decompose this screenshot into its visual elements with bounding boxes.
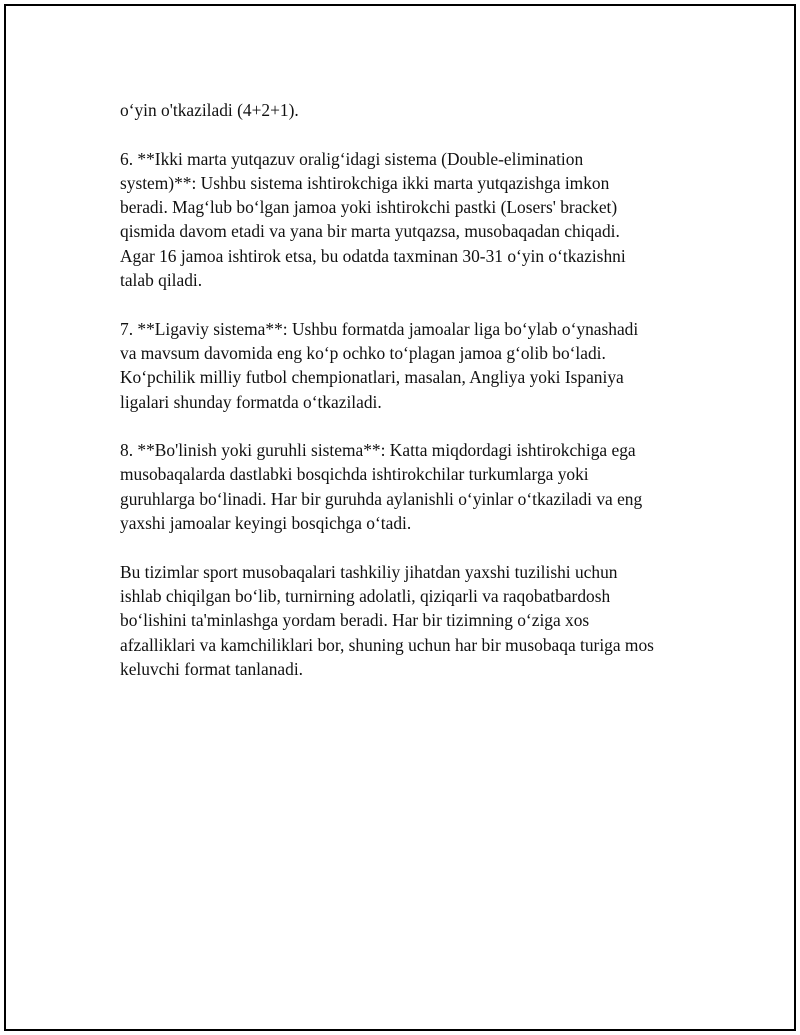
text-line: Bu tizimlar sport musobaqalari tashkiliy jihatdan yaxshi tuzilishi uchun xyxy=(120,561,618,582)
text-line: o‘yin o'tkaziladi (4+2+1). xyxy=(120,100,299,120)
paragraph-group-system xyxy=(120,438,710,535)
document-body xyxy=(120,98,710,705)
text-line: 7. **Ligaviy sistema**: Ushbu formatda jamoalar liga bo‘ylab o‘ynashadi xyxy=(120,318,639,339)
text-line: musobaqalarda dastlabki bosqichda ishtirokchilar turkumlarga yoki xyxy=(120,464,589,485)
text-line: 8. **Bo'linish yoki guruhli sistema**: Katta miqdordagi ishtirokchiga ega xyxy=(120,440,636,461)
text-line: ishlab chiqilgan bo‘lib, turnirning adolatli, qiziqarli va raqobatbardosh xyxy=(120,585,611,606)
paragraph-double-elimination xyxy=(120,147,710,293)
paragraph-conclusion xyxy=(120,560,710,681)
document-page xyxy=(4,4,796,1031)
text-line: afzalliklari va kamchiliklari bor, shuning uchun har bir musobaqa turiga mos xyxy=(120,634,654,655)
text-line: yaxshi jamoalar keyingi bosqichga o‘tadi. xyxy=(120,513,412,534)
text-line: qismida davom etadi va yana bir marta yutqazsa, musobaqadan chiqadi. xyxy=(120,221,620,242)
text-line: 6. **Ikki marta yutqazuv oralig‘idagi sistema (Double-elimination xyxy=(120,148,584,169)
text-line: talab qiladi. xyxy=(120,270,203,291)
text-line: ligalari shunday formatda o‘tkaziladi. xyxy=(120,391,382,412)
text-line: va mavsum davomida eng ko‘p ochko to‘plagan jamoa g‘olib bo‘ladi. xyxy=(120,342,606,363)
text-line: Agar 16 jamoa ishtirok etsa, bu odatda taxminan 30-31 o‘yin o‘tkazishni xyxy=(120,245,626,266)
text-line: bo‘lishini ta'minlashga yordam beradi. Har bir tizimning o‘ziga xos xyxy=(120,610,590,631)
text-line: beradi. Mag‘lub bo‘lgan jamoa yoki ishtirokchi pastki (Losers' bracket) xyxy=(120,197,618,218)
paragraph-league-system xyxy=(120,317,710,414)
text-line: system)**: Ushbu sistema ishtirokchiga ikki marta yutqazishga imkon xyxy=(120,172,610,193)
paragraph-continuation xyxy=(120,98,710,122)
text-line: Ko‘pchilik milliy futbol chempionatlari, masalan, Angliya yoki Ispaniya xyxy=(120,367,624,388)
text-line: guruhlarga bo‘linadi. Har bir guruhda aylanishli o‘yinlar o‘tkaziladi va eng xyxy=(120,488,643,509)
text-line: keluvchi format tanlanadi. xyxy=(120,658,304,679)
